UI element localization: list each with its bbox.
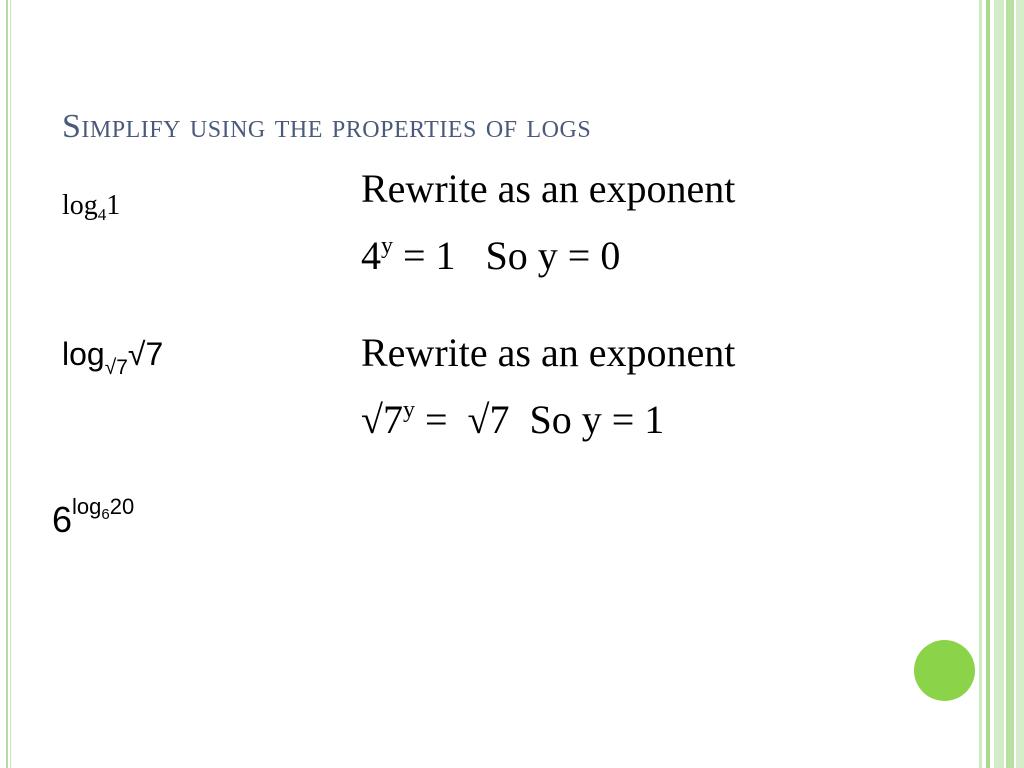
right-border-stripe xyxy=(986,0,990,768)
exponent-log-base: 6 xyxy=(101,506,110,523)
result-exponent: y xyxy=(402,397,415,423)
problem-2-result xyxy=(361,396,664,443)
right-border-stripe xyxy=(994,0,1004,768)
result-base: √7 xyxy=(361,397,403,442)
right-border-stripe xyxy=(979,0,982,768)
right-border-stripe xyxy=(1006,0,1014,768)
log-text: log xyxy=(62,190,98,221)
exponent-log-argument: 20 xyxy=(109,494,135,519)
exponent-log-text: log xyxy=(72,494,102,519)
result-equation: = √7 So y = 1 xyxy=(414,397,665,442)
problem-1-result xyxy=(361,232,620,279)
log-base-subscript: √7 xyxy=(104,356,128,379)
log-argument: 1 xyxy=(106,190,121,221)
log-argument: √7 xyxy=(127,336,164,372)
problem-3-expression xyxy=(52,494,134,541)
accent-circle xyxy=(914,640,975,701)
result-base: 4 xyxy=(361,233,381,278)
problem-2-expression xyxy=(62,336,163,380)
problem-1-expression xyxy=(62,190,120,225)
log-text: log xyxy=(62,336,105,372)
power-base: 6 xyxy=(52,499,73,540)
left-border-line xyxy=(6,0,8,768)
left-border-line-inner xyxy=(10,0,11,768)
result-exponent: y xyxy=(381,233,393,259)
problem-2-step: Rewrite as an exponent xyxy=(361,330,736,375)
result-equation: = 1 So y = 0 xyxy=(393,233,621,278)
slide-title: Simplify using the properties of logs xyxy=(62,108,592,145)
problem-1-step: Rewrite as an exponent xyxy=(361,166,736,211)
log-base-subscript: 4 xyxy=(97,205,107,224)
right-border-stripe xyxy=(1016,0,1024,768)
power-exponent xyxy=(72,494,135,523)
